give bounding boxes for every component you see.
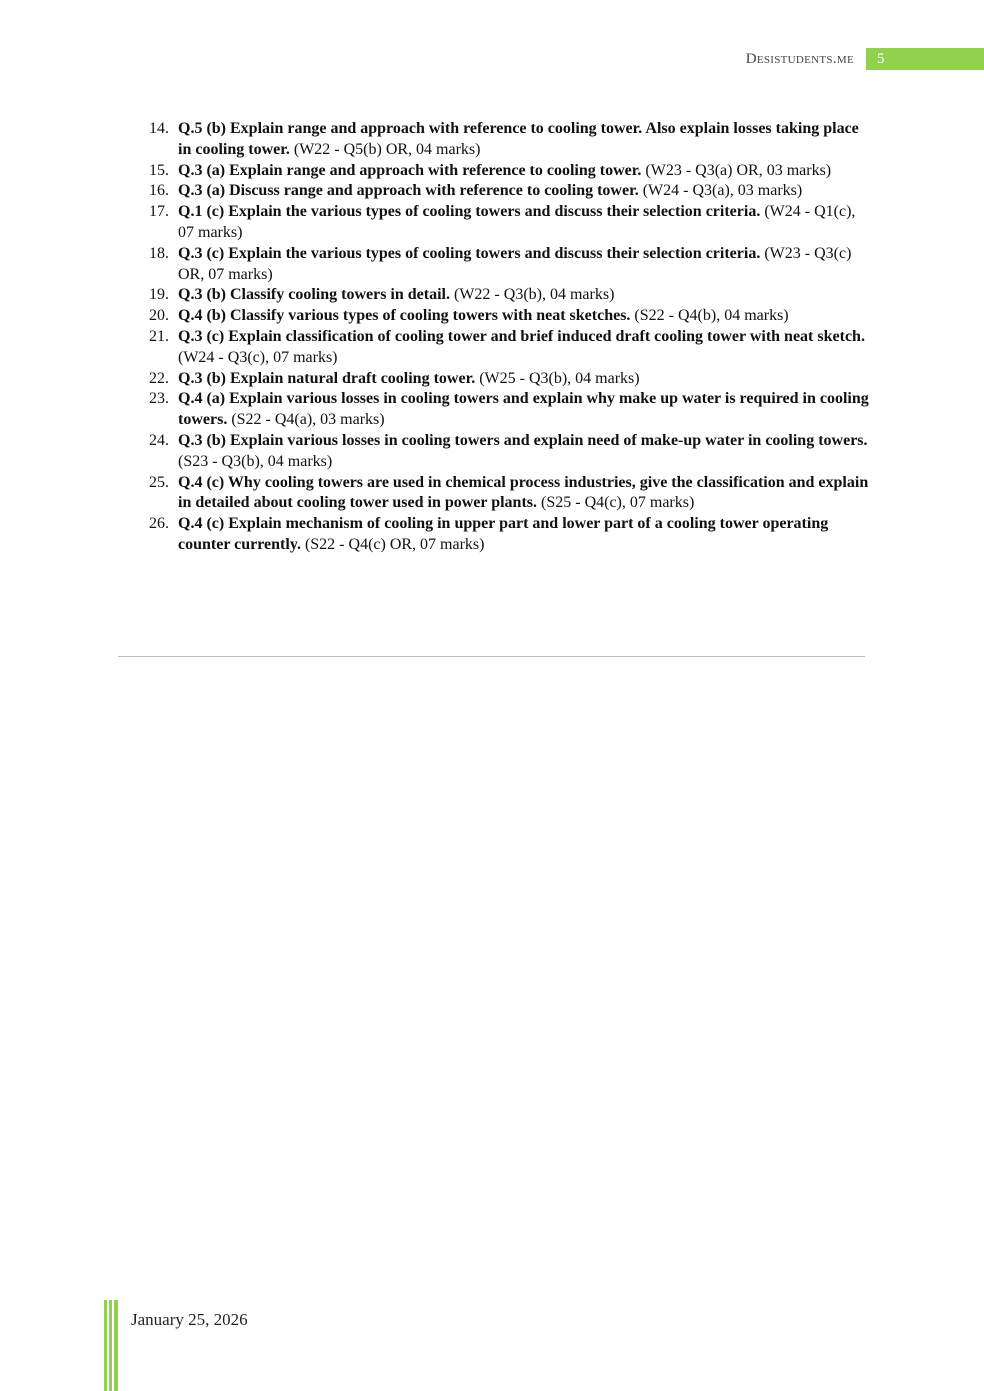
question-source: (W24 - Q1(c), 07 marks) <box>178 203 856 241</box>
list-item <box>140 244 870 286</box>
question-text: Q.5 (b) Explain range and approach with reference to cooling tower. Also explain losses taking place in cooling tower. <box>178 120 859 158</box>
question-source: (W22 - Q3(b), 04 marks) <box>454 286 615 304</box>
question-source: (W25 - Q3(b), 04 marks) <box>479 369 640 387</box>
question-number: 24. <box>149 431 169 449</box>
question-text: Q.4 (c) Explain mechanism of cooling in upper part and lower part of a cooling tower operating counter currently. <box>178 515 829 553</box>
question-list <box>140 119 870 556</box>
list-item <box>140 369 870 390</box>
question-source: (W23 - Q3(c) OR, 07 marks) <box>178 244 852 283</box>
question-number: 15. <box>149 161 169 179</box>
question-text: Q.3 (a) Explain range and approach with reference to cooling tower. <box>178 161 642 179</box>
question-text: Q.3 (b) Explain various losses in cooling towers and explain need of make-up water in cooling towers. <box>178 431 868 449</box>
question-number: 23. <box>149 390 169 408</box>
question-source: (S25 - Q4(c), 07 marks) <box>541 494 695 512</box>
question-source: (S22 - Q4(c) OR, 07 marks) <box>304 535 485 553</box>
list-item <box>140 181 870 202</box>
question-number: 19. <box>149 286 169 304</box>
question-source: (W24 - Q3(a), 03 marks) <box>642 182 803 200</box>
question-text: Q.4 (b) Classify various types of cooling towers with neat sketches. <box>178 307 631 325</box>
list-item <box>140 202 870 244</box>
question-source: (W22 - Q5(b) OR, 04 marks) <box>293 140 481 158</box>
question-number: 16. <box>149 182 169 200</box>
question-source: (W23 - Q3(a) OR, 03 marks) <box>645 161 832 179</box>
question-text: Q.3 (b) Classify cooling towers in detail. <box>178 286 450 304</box>
question-number: 21. <box>149 327 169 345</box>
list-item <box>140 119 870 161</box>
question-source: (S22 - Q4(b), 04 marks) <box>634 307 789 325</box>
question-text: Q.4 (a) Explain various losses in cooling towers and explain why make up water is required in cooling towers. <box>178 390 869 429</box>
question-number: 20. <box>149 307 169 325</box>
question-number: 25. <box>149 473 169 491</box>
question-number: 14. <box>149 120 169 137</box>
question-text: Q.3 (c) Explain the various types of cooling towers and discuss their selection criteria. <box>178 244 761 262</box>
header-site-name: Desistudents.me <box>745 51 854 67</box>
question-text: Q.3 (c) Explain classification of cooling tower and brief induced draft cooling tower with neat sketch. <box>178 327 865 345</box>
question-source: (W24 - Q3(c), 07 marks) <box>178 348 338 366</box>
question-text: Q.4 (c) Why cooling towers are used in chemical process industries, give the classification and explain in detailed about cooling tower used in power plants. <box>178 473 869 512</box>
footer-accent-bars <box>104 1300 120 1391</box>
question-number: 18. <box>149 244 169 262</box>
list-item <box>140 473 870 515</box>
list-item <box>140 161 870 182</box>
list-item <box>140 285 870 306</box>
page-number-badge: 5 <box>866 48 984 70</box>
question-text: Q.3 (a) Discuss range and approach with reference to cooling tower. <box>178 182 639 200</box>
footer-date: January 25, 2026 <box>131 1310 248 1329</box>
question-number: 26. <box>149 515 169 533</box>
list-item <box>140 327 870 369</box>
question-text: Q.3 (b) Explain natural draft cooling tower. <box>178 369 476 387</box>
question-number: 22. <box>149 369 169 387</box>
question-source: (S22 - Q4(a), 03 marks) <box>231 411 385 429</box>
list-item <box>140 306 870 327</box>
question-text: Q.1 (c) Explain the various types of cooling towers and discuss their selection criteria. <box>178 203 761 221</box>
question-source: (S23 - Q3(b), 04 marks) <box>178 452 333 470</box>
list-item <box>140 389 870 431</box>
list-item <box>140 431 870 473</box>
list-item <box>140 514 870 556</box>
section-divider <box>118 656 865 657</box>
question-number: 17. <box>149 203 169 221</box>
